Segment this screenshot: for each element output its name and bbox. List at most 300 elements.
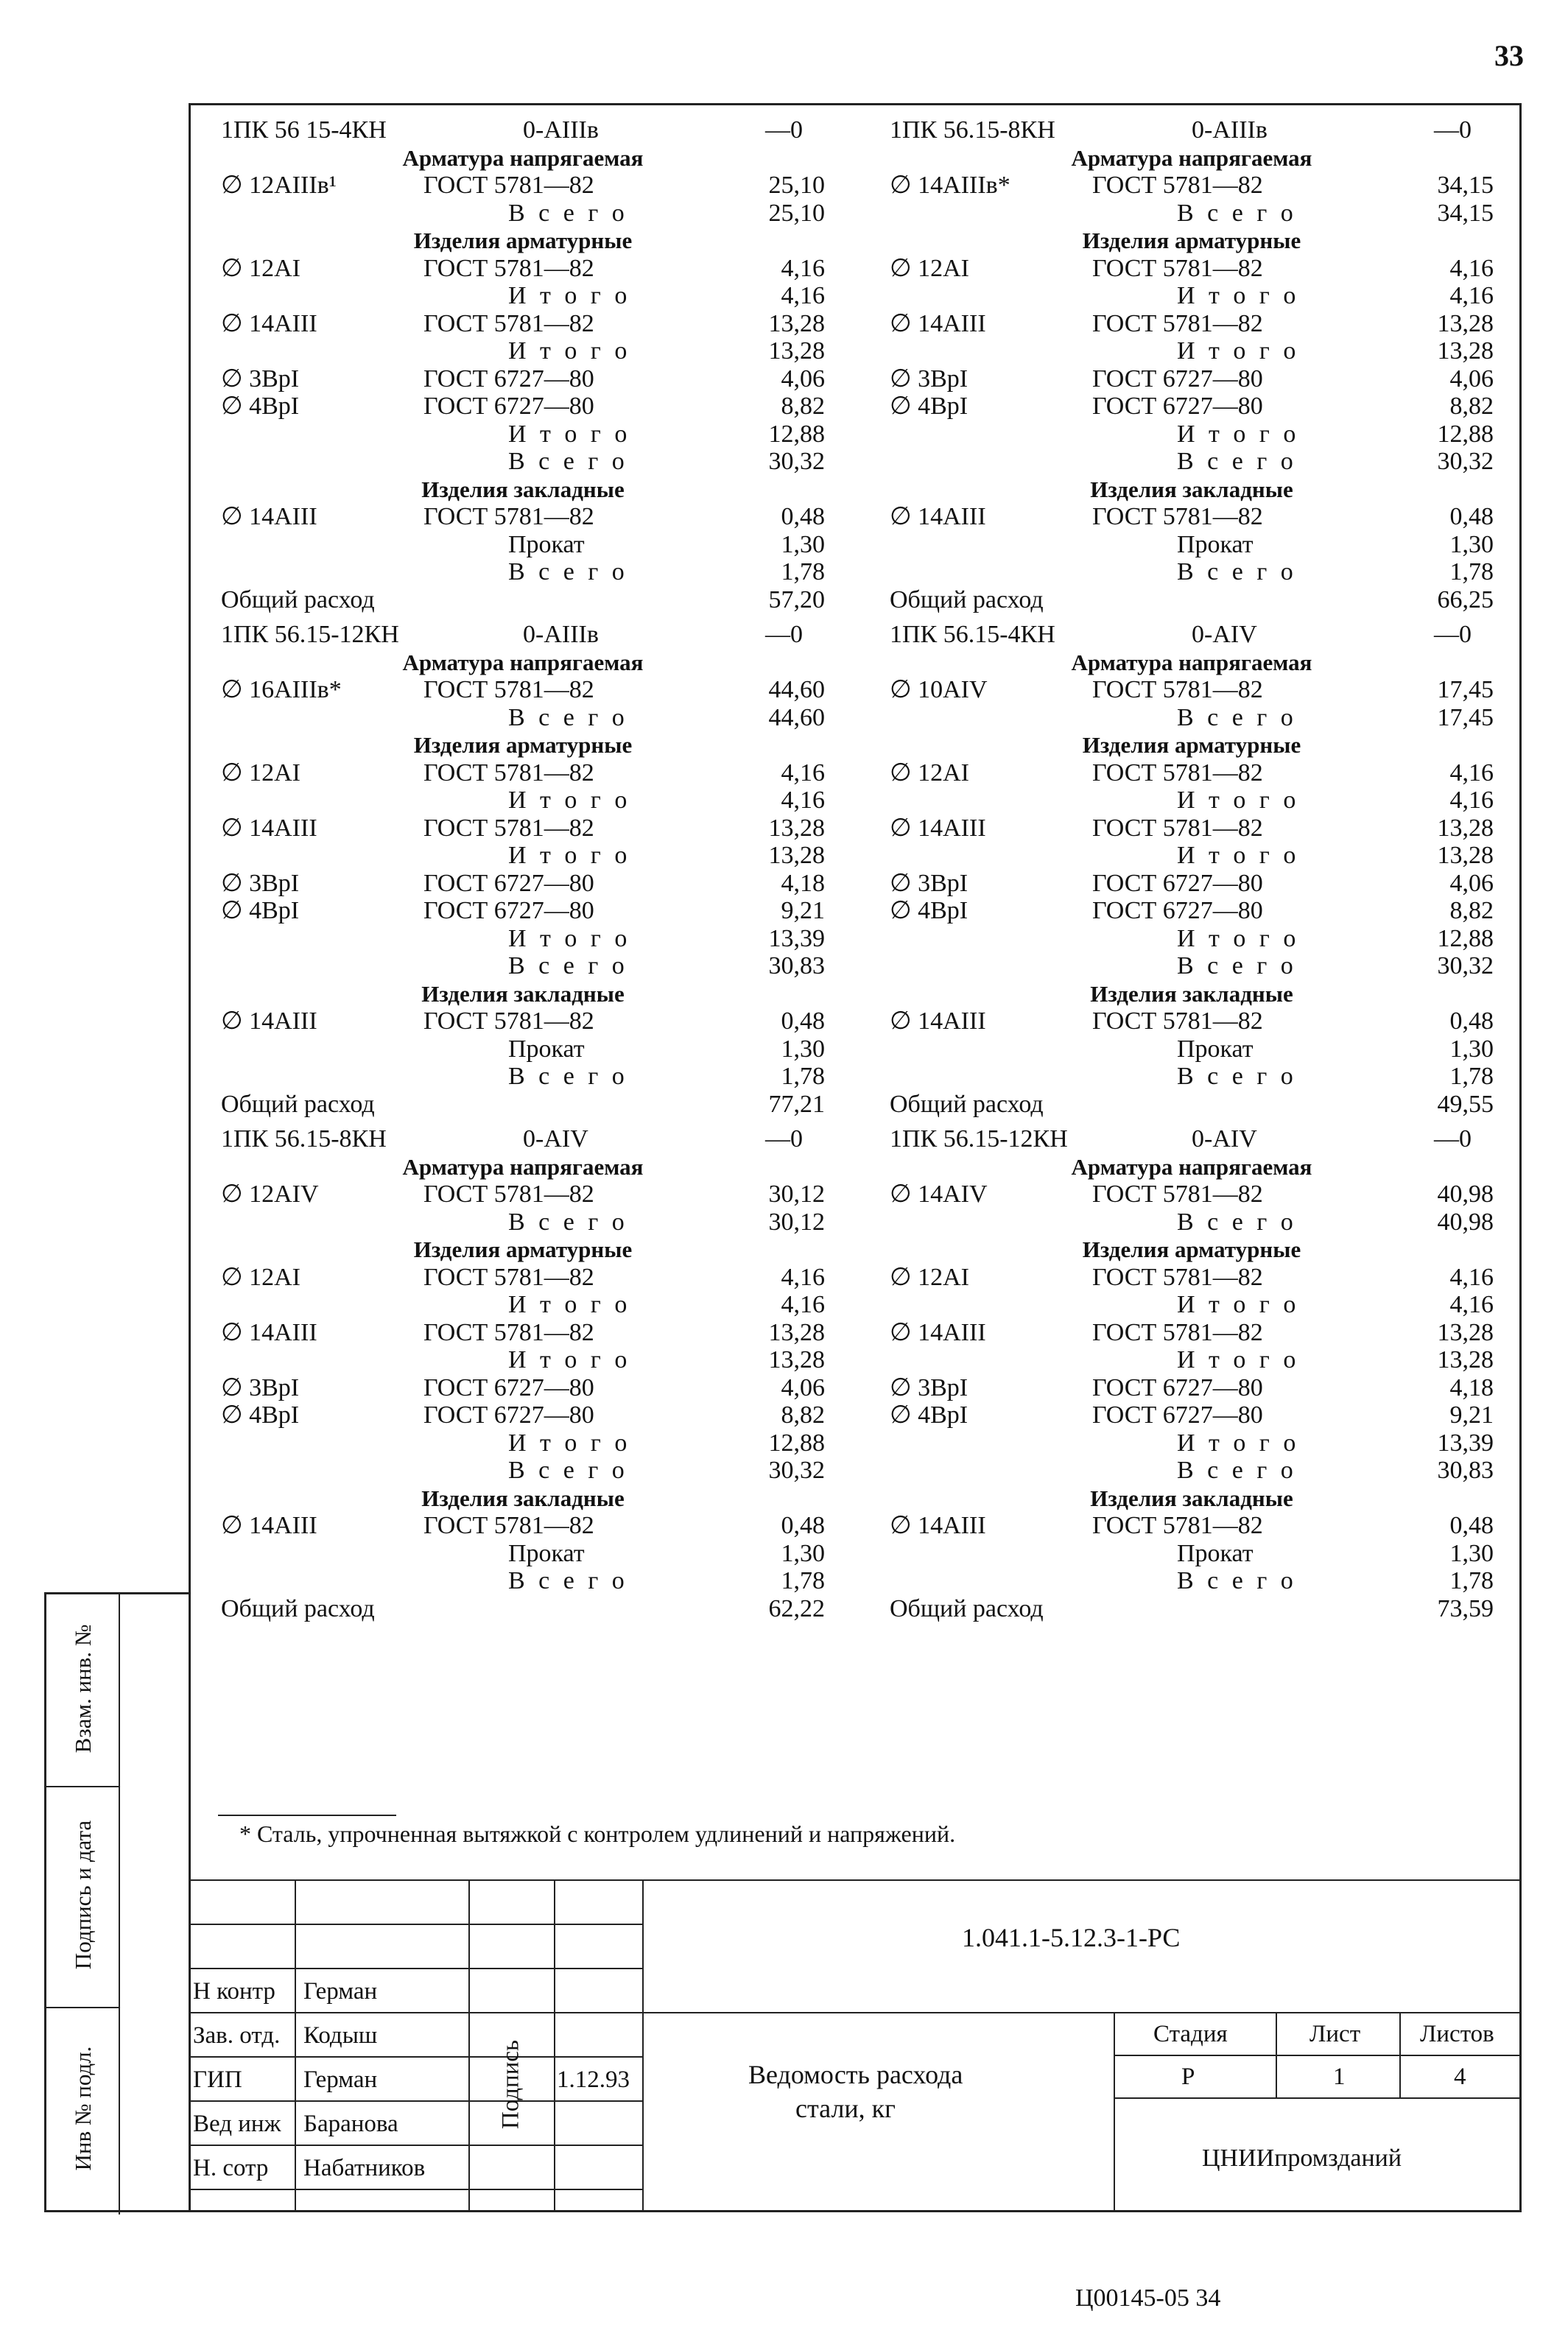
wire-mark: ∅ 4ВрI: [890, 1401, 968, 1429]
table-row: [890, 842, 1494, 870]
table-row: [221, 172, 825, 200]
table-row: [890, 116, 1494, 144]
document-code: 1.041.1-5.12.3-1-РС: [962, 1923, 1181, 1952]
steel-class: 0-АIIIв: [523, 621, 599, 648]
value: 4,16: [1449, 254, 1494, 282]
overall-value: 73,59: [1437, 1594, 1494, 1622]
rebar-mark: ∅ 12АI: [890, 759, 969, 787]
section-title: 1ПК 56.15-4КН: [890, 621, 1055, 648]
table-row: [890, 337, 1494, 365]
table-row: [890, 1540, 1494, 1568]
value: 25,10: [768, 172, 825, 199]
table-row: [890, 172, 1494, 200]
rebar-mark: ∅ 14АIII: [221, 1512, 317, 1539]
overall-value: 62,22: [768, 1594, 825, 1622]
zero-mark: —0: [765, 621, 803, 648]
rebar-mark: ∅ 12АI: [221, 1263, 300, 1291]
total-label: В с е г о: [1177, 558, 1297, 585]
table-row: [890, 200, 1494, 228]
embedded-heading: [221, 980, 825, 1008]
total-value: 44,60: [768, 703, 825, 731]
table-row: [890, 1595, 1494, 1623]
rebar-mark: ∅ 14АIII: [890, 1007, 986, 1035]
rebar-mark: ∅ 14АIII: [890, 1318, 986, 1346]
table-row: [890, 586, 1494, 614]
table-row: [890, 1291, 1494, 1319]
table-row: [890, 1035, 1494, 1063]
prestressed-heading: [890, 649, 1494, 677]
name-4: Баранова: [303, 2111, 398, 2137]
gost: ГОСТ 6727—80: [423, 1401, 594, 1429]
total-label: В с е г о: [508, 1457, 628, 1484]
gost: ГОСТ 5781—82: [1092, 1007, 1263, 1035]
rebar-mark: ∅ 12АIV: [221, 1181, 319, 1208]
value: 13,28: [768, 1318, 825, 1346]
rolled-value: 1,30: [781, 530, 825, 558]
sign-date-label: Подпись и дата: [70, 1820, 96, 1970]
subtotal-value: 13,28: [1437, 1346, 1494, 1373]
section-block: [890, 621, 1494, 1118]
subtotal-label: И т о г о: [1177, 1291, 1300, 1318]
table-row: [221, 1181, 825, 1209]
table-row: [890, 1007, 1494, 1035]
value: 4,16: [781, 759, 825, 787]
section-block: [890, 1125, 1494, 1622]
table-row: [890, 310, 1494, 338]
inv-orig-label: Инв № подл.: [70, 2046, 96, 2171]
gost: ГОСТ 6727—80: [1092, 897, 1263, 924]
wire-mark: ∅ 4ВрI: [221, 1401, 300, 1429]
gost: ГОСТ 5781—82: [1092, 1181, 1263, 1208]
gost: ГОСТ 6727—80: [1092, 869, 1263, 897]
table-row: [221, 558, 825, 586]
subtotal-label: И т о г о: [508, 842, 631, 869]
value: 13,28: [1437, 309, 1494, 337]
value: 34,15: [1437, 172, 1494, 199]
subtotal-value: 13,28: [1437, 337, 1494, 365]
table-row: [221, 1512, 825, 1540]
rebar-heading: [221, 1236, 825, 1264]
sheets-label: Листов: [1420, 2021, 1494, 2047]
table-row: [221, 1063, 825, 1091]
value: 0,48: [781, 1512, 825, 1539]
overall-value: 57,20: [768, 585, 825, 613]
subtotal-label: И т о г о: [1177, 1346, 1300, 1373]
value: 8,82: [1449, 393, 1494, 420]
rebar-mark: ∅ 10АIV: [890, 676, 988, 703]
rebar-mark: ∅ 14АIII: [221, 1318, 317, 1346]
table-row: [890, 759, 1494, 787]
value: 0,48: [1449, 503, 1494, 530]
rebar-mark: ∅ 14АIII: [890, 503, 986, 530]
table-row: [890, 448, 1494, 476]
section-heading: Арматура напрягаемая: [402, 649, 644, 675]
rebar-heading: [890, 731, 1494, 759]
zero-mark: —0: [1434, 621, 1472, 648]
table-row: [221, 421, 825, 448]
table-row: [221, 1346, 825, 1374]
subtotal-value: 13,28: [1437, 842, 1494, 869]
table-row: [221, 448, 825, 476]
prestressed-heading: [221, 144, 825, 172]
table-row: [890, 503, 1494, 531]
subtotal-value: 4,16: [781, 1291, 825, 1318]
table-row: [221, 704, 825, 732]
value: 0,48: [781, 1007, 825, 1035]
table-row: [221, 1035, 825, 1063]
section-block: [221, 621, 825, 1118]
section-title: 1ПК 56.15-12КН: [221, 621, 399, 648]
steel-class: 0-АIV: [1192, 621, 1257, 648]
value: 0,48: [1449, 1512, 1494, 1539]
zero-mark: —0: [765, 1125, 803, 1153]
section-heading: Изделия арматурные: [1082, 1236, 1301, 1262]
total-value: 30,83: [1437, 1457, 1494, 1484]
table-row: [890, 1319, 1494, 1347]
table-row: [221, 787, 825, 815]
sheets-value: 4: [1454, 2064, 1466, 2090]
steel-class: 0-АIV: [523, 1125, 588, 1153]
gost: ГОСТ 5781—82: [423, 1318, 594, 1346]
value: 17,45: [1437, 676, 1494, 703]
rolled-value: 1,30: [1449, 1035, 1494, 1063]
gost: ГОСТ 5781—82: [1092, 254, 1263, 282]
subtotal-label: И т о г о: [508, 924, 631, 952]
gost: ГОСТ 6727—80: [423, 365, 594, 393]
overall-label: Общий расход: [221, 1594, 375, 1622]
subtotal-label: И т о г о: [1177, 337, 1300, 365]
gost: ГОСТ 5781—82: [423, 1512, 594, 1539]
gost: ГОСТ 5781—82: [423, 309, 594, 337]
table-row: [890, 870, 1494, 898]
value: 4,16: [781, 1263, 825, 1291]
value: 4,06: [1449, 869, 1494, 897]
role-2: Зав. отд.: [193, 2022, 281, 2049]
total-value: 1,78: [1449, 1567, 1494, 1594]
total-label: В с е г о: [1177, 1567, 1297, 1594]
table-row: [890, 1457, 1494, 1485]
wire-mark: ∅ 3ВрI: [221, 1373, 300, 1401]
rolled-label: Прокат: [1177, 1035, 1254, 1063]
section-heading: Арматура напрягаемая: [1071, 649, 1312, 675]
gost: ГОСТ 6727—80: [1092, 1373, 1263, 1401]
embedded-heading: [221, 1485, 825, 1513]
gost: ГОСТ 5781—82: [1092, 172, 1263, 199]
subtotal-value: 13,39: [1437, 1429, 1494, 1457]
wire-mark: ∅ 4ВрI: [221, 393, 300, 420]
total-label: В с е г о: [508, 448, 628, 475]
total-label: В с е г о: [508, 1567, 628, 1594]
section-title: 1ПК 56.15-8КН: [221, 1125, 387, 1153]
subtotal-label: И т о г о: [1177, 282, 1300, 309]
section-block: [221, 116, 825, 613]
rebar-mark: ∅ 12АI: [221, 254, 300, 282]
gost: ГОСТ 5781—82: [423, 254, 594, 282]
subtotal-value: 13,28: [768, 337, 825, 365]
table-row: [890, 1091, 1494, 1119]
section-heading: Изделия арматурные: [413, 1236, 633, 1262]
steel-class: 0-АIV: [1192, 1125, 1257, 1153]
section-block: [890, 116, 1494, 613]
table-row: [890, 1181, 1494, 1209]
table-row: [890, 815, 1494, 842]
table-row: [890, 676, 1494, 704]
table-row: [221, 676, 825, 704]
table-row: [890, 1567, 1494, 1595]
name-3: Герман: [303, 2066, 378, 2093]
value: 0,48: [781, 503, 825, 530]
section-heading: Изделия арматурные: [413, 228, 633, 253]
rebar-mark: ∅ 14АIII: [221, 503, 317, 530]
table-row: [221, 586, 825, 614]
total-value: 30,83: [768, 952, 825, 979]
table-row: [221, 897, 825, 925]
section-heading: Арматура напрягаемая: [402, 144, 644, 171]
table-row: [221, 1091, 825, 1119]
footnote: * Сталь, упрочненная вытяжкой с контролем удлинений и напряжений.: [239, 1820, 956, 1847]
name-5: Набатников: [303, 2155, 426, 2181]
overall-value: 49,55: [1437, 1090, 1494, 1118]
prestressed-heading: [890, 144, 1494, 172]
subtotal-label: И т о г о: [1177, 420, 1300, 448]
embedded-heading: [890, 980, 1494, 1008]
subtotal-value: 12,88: [768, 420, 825, 448]
table-row: [221, 1209, 825, 1236]
gost: ГОСТ 5781—82: [423, 814, 594, 842]
gost: ГОСТ 5781—82: [1092, 759, 1263, 787]
total-label: В с е г о: [508, 703, 628, 731]
table-row: [890, 255, 1494, 283]
rebar-mark: ∅ 14АIIIв*: [890, 172, 1010, 199]
zero-mark: —0: [1434, 1125, 1472, 1153]
subtotal-value: 4,16: [1449, 787, 1494, 814]
title-block: [189, 1879, 1522, 2212]
steel-class: 0-АIIIв: [1192, 116, 1268, 144]
total-value: 17,45: [1437, 703, 1494, 731]
table-row: [221, 1007, 825, 1035]
total-value: 40,98: [1437, 1208, 1494, 1236]
subtotal-label: И т о г о: [508, 1429, 631, 1457]
role-1: Н контр: [193, 1978, 275, 2005]
total-value: 34,15: [1437, 199, 1494, 227]
table-row: [221, 337, 825, 365]
rebar-mark: ∅ 14АIII: [890, 1512, 986, 1539]
rolled-label: Прокат: [508, 530, 585, 558]
table-row: [221, 503, 825, 531]
subtotal-value: 4,16: [781, 282, 825, 309]
value: 0,48: [1449, 1007, 1494, 1035]
table-row: [221, 310, 825, 338]
rebar-mark: ∅ 14АIII: [221, 1007, 317, 1035]
subtotal-label: И т о г о: [1177, 787, 1300, 814]
side-stamp: [44, 1592, 189, 2212]
section-heading: Арматура напрягаемая: [1071, 144, 1312, 171]
table-row: [221, 1567, 825, 1595]
total-value: 30,32: [768, 1457, 825, 1484]
rolled-label: Прокат: [508, 1539, 585, 1567]
subtotal-label: И т о г о: [1177, 1429, 1300, 1457]
subtotal-value: 12,88: [1437, 924, 1494, 952]
gost: ГОСТ 5781—82: [1092, 676, 1263, 703]
rebar-mark: ∅ 12АIIIв¹: [221, 172, 337, 199]
overall-value: 77,21: [768, 1090, 825, 1118]
table-row: [221, 1264, 825, 1292]
total-label: В с е г о: [508, 558, 628, 585]
total-value: 30,32: [1437, 952, 1494, 979]
rolled-label: Прокат: [1177, 530, 1254, 558]
table-row: [221, 1401, 825, 1429]
section-heading: Арматура напрягаемая: [1071, 1153, 1312, 1180]
table-row: [890, 558, 1494, 586]
table-row: [221, 1540, 825, 1568]
rebar-mark: ∅ 14АIII: [221, 309, 317, 337]
subtotal-label: И т о г о: [508, 1346, 631, 1373]
prestressed-heading: [890, 1153, 1494, 1181]
value: 4,18: [781, 869, 825, 897]
table-row: [890, 1429, 1494, 1457]
value: 4,16: [1449, 1263, 1494, 1291]
total-label: В с е г о: [508, 1063, 628, 1090]
zero-mark: —0: [765, 116, 803, 144]
value: 44,60: [768, 676, 825, 703]
value: 8,82: [781, 1401, 825, 1429]
overall-label: Общий расход: [221, 585, 375, 613]
overall-label: Общий расход: [890, 1594, 1044, 1622]
total-value: 25,10: [768, 199, 825, 227]
gost: ГОСТ 5781—82: [1092, 1318, 1263, 1346]
gost: ГОСТ 5781—82: [423, 676, 594, 703]
embedded-heading: [221, 476, 825, 504]
rebar-mark: ∅ 16АIIIв*: [221, 676, 342, 703]
subtotal-value: 12,88: [1437, 420, 1494, 448]
total-value: 1,78: [781, 1063, 825, 1090]
right-column: [890, 116, 1494, 1630]
value: 9,21: [781, 897, 825, 924]
wire-mark: ∅ 3ВрI: [890, 365, 968, 393]
total-label: В с е г о: [1177, 199, 1297, 227]
gost: ГОСТ 6727—80: [423, 869, 594, 897]
total-value: 1,78: [1449, 1063, 1494, 1090]
subtotal-value: 12,88: [768, 1429, 825, 1457]
name-1: Герман: [303, 1978, 378, 2005]
table-row: [221, 365, 825, 393]
table-row: [221, 255, 825, 283]
total-value: 30,32: [768, 448, 825, 475]
total-label: В с е г о: [1177, 1457, 1297, 1484]
rolled-value: 1,30: [781, 1035, 825, 1063]
total-label: В с е г о: [508, 199, 628, 227]
table-row: [890, 282, 1494, 310]
subtotal-value: 13,28: [768, 842, 825, 869]
section-heading: Изделия закладные: [1090, 476, 1293, 502]
value: 13,28: [1437, 1318, 1494, 1346]
wire-mark: ∅ 4ВрI: [890, 393, 968, 420]
rolled-value: 1,30: [781, 1539, 825, 1567]
table-row: [221, 815, 825, 842]
table-row: [221, 1374, 825, 1402]
table-row: [890, 925, 1494, 953]
gost: ГОСТ 6727—80: [1092, 365, 1263, 393]
value: 4,16: [1449, 759, 1494, 787]
embedded-heading: [890, 476, 1494, 504]
total-label: В с е г о: [1177, 1208, 1297, 1236]
role-4: Вед инж: [193, 2111, 281, 2137]
rebar-mark: ∅ 14АIII: [890, 309, 986, 337]
subtotal-label: И т о г о: [508, 420, 631, 448]
left-column: [221, 116, 825, 1630]
table-row: [221, 621, 825, 649]
section-heading: Изделия арматурные: [1082, 732, 1301, 758]
total-label: В с е г о: [508, 1208, 628, 1236]
total-value: 30,32: [1437, 448, 1494, 475]
table-row: [221, 1319, 825, 1347]
subtotal-value: 4,16: [1449, 282, 1494, 309]
table-row: [890, 531, 1494, 559]
section-heading: Изделия закладные: [1090, 980, 1293, 1007]
section-heading: Изделия арматурные: [1082, 228, 1301, 253]
subtotal-value: 13,39: [768, 924, 825, 952]
wire-mark: ∅ 4ВрI: [221, 897, 300, 924]
role-3: ГИП: [193, 2066, 242, 2093]
bottom-code: Ц00145-05 34: [1075, 2284, 1221, 2312]
value: 30,12: [768, 1181, 825, 1208]
rebar-mark: ∅ 14АIII: [221, 814, 317, 842]
subtotal-value: 4,16: [1449, 1291, 1494, 1318]
gost: ГОСТ 6727—80: [1092, 1401, 1263, 1429]
value: 9,21: [1449, 1401, 1494, 1429]
wire-mark: ∅ 4ВрI: [890, 897, 968, 924]
section-heading: Изделия закладные: [421, 1485, 625, 1511]
name-2: Кодыш: [303, 2022, 378, 2049]
rebar-mark: ∅ 14АIV: [890, 1181, 988, 1208]
stage-value: Р: [1181, 2064, 1195, 2090]
subtotal-label: И т о г о: [508, 337, 631, 365]
rebar-heading: [890, 1236, 1494, 1264]
doc-title-line2: стали, кг: [795, 2094, 896, 2123]
table-row: [221, 1457, 825, 1485]
table-row: [890, 1346, 1494, 1374]
table-row: [890, 1401, 1494, 1429]
doc-title-line1: Ведомость расхода: [748, 2060, 963, 2089]
gost: ГОСТ 5781—82: [1092, 814, 1263, 842]
gost: ГОСТ 5781—82: [423, 1263, 594, 1291]
value: 4,18: [1449, 1373, 1494, 1401]
table-row: [221, 952, 825, 980]
rebar-heading: [221, 731, 825, 759]
sheet-value: 1: [1333, 2064, 1346, 2090]
subtotal-label: И т о г о: [1177, 842, 1300, 869]
rebar-mark: ∅ 12АI: [890, 254, 969, 282]
section-block: [221, 1125, 825, 1622]
value: 13,28: [1437, 814, 1494, 842]
subtotal-label: И т о г о: [508, 787, 631, 814]
value: 4,16: [781, 254, 825, 282]
overall-label: Общий расход: [890, 585, 1044, 613]
table-row: [890, 1264, 1494, 1292]
value: 4,06: [1449, 365, 1494, 393]
section-heading: Изделия закладные: [1090, 1485, 1293, 1511]
table-row: [221, 393, 825, 421]
footnote-rule: [218, 1815, 396, 1816]
gost: ГОСТ 5781—82: [423, 1007, 594, 1035]
table-row: [890, 1374, 1494, 1402]
stage-label: Стадия: [1153, 2021, 1228, 2047]
total-value: 1,78: [781, 558, 825, 585]
table-row: [890, 393, 1494, 421]
signature-label: Подпись: [497, 2039, 524, 2130]
table-row: [221, 282, 825, 310]
total-label: В с е г о: [1177, 1063, 1297, 1090]
